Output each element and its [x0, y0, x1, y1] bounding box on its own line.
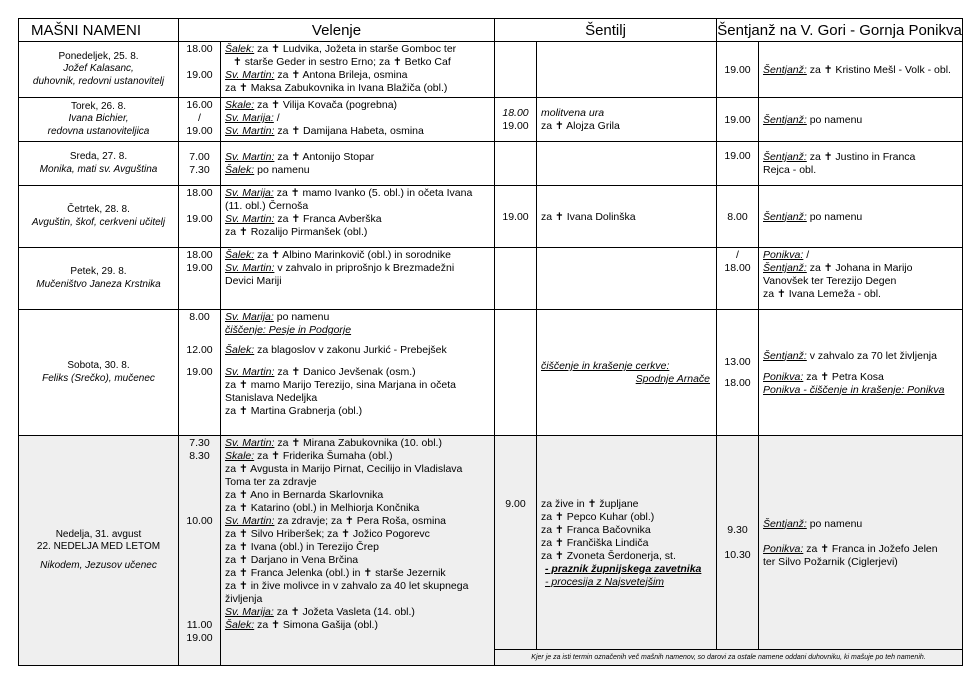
row-sunday: [19, 436, 963, 650]
intention: za ✝ Martina Grabnerja (obl.): [225, 405, 363, 417]
sunday-title: 22. NEDELJA MED LETOM: [36, 541, 161, 553]
footnote: Kjer je za isti termin označenih več mašnih namenov, so darovi za ostale namene oddani duhovniku, ki mašuje po teh namenih.: [495, 650, 963, 666]
sentilj-times: [495, 42, 537, 98]
church-label: Ponikva:: [763, 249, 804, 261]
day-cell: [19, 42, 179, 98]
church-label: Sv. Marija:: [225, 187, 274, 199]
church-label: Ponikva:: [763, 542, 804, 555]
time: 18.00: [502, 107, 529, 119]
church-label: Šentjanž:: [763, 210, 807, 223]
time: 10.30: [724, 549, 751, 561]
velenje-times: [179, 248, 221, 310]
intention: za ✝ Friderika Šumaha (obl.): [254, 450, 393, 462]
saint-line: duhovnik, redovni ustanovitelj: [32, 75, 165, 87]
time: 7.30: [189, 437, 210, 449]
velenje-times: [179, 142, 221, 186]
intention: za ✝ Ludvika, Jožeta in starše Gomboc ter: [254, 43, 457, 55]
time: 19.00: [186, 125, 213, 137]
church-label: Sv. Martin:: [225, 515, 275, 527]
procession-note: - procesija z Najsvetejšim: [545, 575, 665, 588]
intention: v zahvalo za 70 let življenja: [806, 349, 937, 362]
time: 18.00: [186, 187, 213, 199]
intention: za ✝ mamo Marijo Terezijo, sina Marjana in očeta: [225, 379, 456, 391]
sentilj-intentions: [537, 42, 717, 98]
gori-intentions: [759, 248, 963, 310]
intention: po namenu: [806, 517, 863, 530]
row-wednesday: [19, 142, 963, 186]
velenje-times: [179, 98, 221, 142]
intention: za ✝ Franca Bačovnika: [541, 523, 651, 536]
row-saturday: [19, 310, 963, 436]
church-label: Sv. Martin:: [225, 125, 275, 137]
gori-intentions: [759, 186, 963, 248]
sentilj-intentions: [537, 310, 717, 436]
intention: ✝ starše Geder in sestro Erno; za ✝ Betko Caf: [233, 56, 451, 68]
intention: za ✝ Justino in Franca: [806, 151, 916, 163]
schedule-table: [18, 18, 963, 666]
velenje-times: [179, 436, 221, 666]
saint-line: Mučeništvo Janeza Krstnika: [36, 278, 161, 290]
gori-intentions: [759, 436, 963, 650]
header-velenje: Velenje: [179, 19, 495, 42]
time: 19.00: [186, 69, 213, 81]
intention: Rejca - obl.: [763, 164, 817, 176]
intention: za ✝ in žive molivce in v zahvalo za 40 let skupnega: [225, 580, 469, 592]
intention: za blagoslov v zakonu Jurkić - Prebejšek: [254, 344, 447, 356]
intention: za ✝ Franca Jelenka (obl.) in ✝ starše Jezernik: [225, 567, 446, 579]
gori-intentions: [759, 98, 963, 142]
sentilj-times: [495, 436, 537, 650]
intention: za ✝ Franca Avberška: [274, 213, 382, 225]
church-label: Šentjanž:: [763, 262, 807, 274]
gori-times: [717, 436, 759, 650]
intention: za ✝ Damijana Habeta, osmina: [274, 125, 424, 137]
church-label: Šalek:: [225, 249, 255, 261]
gori-times: 19.00: [717, 98, 759, 142]
intention: za ✝ Albino Marinkovič (obl.) in sorodnike: [254, 249, 451, 261]
church-label: Skale:: [225, 99, 255, 111]
intention: za ✝ Danico Jevšenak (osm.): [274, 366, 416, 378]
intention: v zahvalo in priprošnjo k Brezmadežni: [274, 262, 455, 274]
intention: Devici Mariji: [225, 275, 282, 287]
velenje-intentions: [221, 142, 495, 186]
church-label: Skale:: [225, 450, 255, 462]
intention: za ✝ Silvo Hriberšek; za ✝ Jožico Pogorevc: [225, 528, 430, 540]
intention: za ✝ Ivana (obl.) in Terezijo Črep: [225, 541, 379, 553]
day-cell: [19, 186, 179, 248]
time: 19.00: [502, 120, 529, 132]
time: 19.00: [186, 366, 213, 378]
intention: za ✝ Katarino (obl.) in Melhiorja Končnika: [225, 502, 420, 514]
sentilj-times: [495, 310, 537, 436]
time: 10.00: [186, 515, 213, 527]
day-cell: [19, 248, 179, 310]
intention: za ✝ Pepco Kuhar (obl.): [541, 510, 655, 523]
church-label: Šalek:: [225, 43, 255, 55]
church-label: Šentjanž:: [763, 349, 807, 362]
time: 9.30: [727, 524, 748, 536]
intention: po namenu: [273, 311, 330, 323]
day-label: Ponedeljek, 25. 8.: [58, 50, 139, 62]
time: 8.00: [189, 311, 210, 323]
velenje-intentions: [221, 248, 495, 310]
intention: po namenu: [806, 113, 863, 126]
intention: za ✝ Frančiška Lindiča: [541, 536, 649, 549]
intention: za ✝ Simona Gašija (obl.): [254, 619, 378, 631]
saint-line: redovna ustanoviteljica: [47, 125, 150, 137]
sentilj-times: 19.00: [495, 186, 537, 248]
sentilj-times: [495, 248, 537, 310]
velenje-intentions: [221, 310, 495, 436]
intention: /: [273, 112, 280, 124]
intention: /: [803, 249, 810, 261]
time: 16.00: [186, 99, 213, 111]
header-sentjanz: Šentjanž na V. Gori - Gornja Ponikva: [717, 19, 963, 42]
day-label: Sobota, 30. 8.: [67, 360, 130, 371]
sentilj-times: [495, 142, 537, 186]
velenje-intentions: [221, 436, 495, 666]
time: 18.00: [186, 43, 213, 55]
church-label: Šalek:: [225, 619, 255, 631]
church-label: Šentjanž:: [763, 63, 807, 76]
gori-times: [717, 248, 759, 310]
gori-intentions: [759, 142, 963, 186]
church-label: Sv. Marija:: [225, 606, 274, 618]
row-monday: [19, 42, 963, 98]
intention: po namenu: [806, 210, 863, 223]
gori-intentions: [759, 42, 963, 98]
church-label: Sv. Martin:: [225, 213, 275, 225]
time: 7.00: [189, 151, 210, 163]
church-label: Šalek:: [225, 164, 255, 176]
church-label: Sv. Martin:: [225, 262, 275, 274]
day-cell: [19, 142, 179, 186]
sentilj-intentions: [537, 436, 717, 650]
saint-line: Monika, mati sv. Avguština: [39, 163, 158, 175]
row-tuesday: [19, 98, 963, 142]
church-label: Šentjanž:: [763, 517, 807, 530]
intention: za ✝ Antona Brileja, osmina: [274, 69, 408, 81]
gori-times: [717, 310, 759, 436]
sentilj-intentions: [537, 142, 717, 186]
intention: (11. obl.) Černoša: [225, 200, 309, 212]
intention: za ✝ Darjano in Vena Brčina: [225, 554, 359, 566]
time: 9.00: [505, 497, 526, 510]
intention: za ✝ Mirana Zabukovnika (10. obl.): [274, 437, 442, 449]
intention: za ✝ Ivana Lemeža - obl.: [763, 288, 881, 300]
day-cell: [19, 310, 179, 436]
day-label: Nedelja, 31. avgust: [55, 528, 142, 540]
cleaning-note: čiščenje in krašenje cerkve:: [541, 360, 670, 372]
intention: za ✝ Avgusta in Marijo Pirnat, Cecilijo in Vladislava: [225, 463, 463, 475]
church-label: Šentjanž:: [763, 113, 807, 126]
header-sentilj: Šentilj: [495, 19, 717, 42]
cleaning-note: Spodnje Arnače: [635, 373, 711, 385]
time: 12.00: [186, 344, 213, 356]
header-row: [19, 19, 963, 42]
intention: za ✝ Johana in Marijo: [806, 262, 913, 274]
gori-times: 19.00: [717, 142, 759, 186]
intention: za ✝ Ano in Bernarda Skarlovnika: [225, 489, 384, 501]
velenje-times: [179, 42, 221, 98]
church-label: Sv. Martin:: [225, 366, 275, 378]
velenje-times: [179, 186, 221, 248]
church-label: Šentjanž:: [763, 151, 807, 163]
day-label: Torek, 26. 8.: [70, 100, 127, 112]
time: 19.00: [186, 213, 213, 225]
intention: Toma ter za zdravje: [225, 476, 317, 488]
time: 8.30: [189, 450, 210, 462]
intention: za ✝ Zvoneta Šerdonerja, st.: [541, 549, 676, 562]
church-label: Sv. Martin:: [225, 151, 275, 163]
day-label: Sreda, 27. 8.: [69, 151, 128, 162]
cleaning-note: Ponikva - čiščenje in krašenje: Ponikva: [763, 383, 945, 396]
church-label: Sv. Martin:: [225, 69, 275, 81]
intention: za zdravje; za ✝ Pera Roša, osmina: [274, 515, 447, 527]
intention: življenja: [225, 593, 263, 605]
intention: za ✝ Franca in Jožefo Jelen: [803, 542, 938, 555]
cleaning-note: čiščenje: Pesje in Podgorje: [225, 324, 352, 336]
feast-note: - praznik župnijskega zavetnika: [545, 562, 702, 575]
time: 18.00: [186, 249, 213, 261]
time: 13.00: [724, 356, 751, 368]
time: /: [198, 112, 201, 124]
church-label: Sv. Martin:: [225, 437, 275, 449]
intention: Stanislava Nedeljka: [225, 392, 318, 404]
saint-line: Jožef Kalasanc,: [63, 63, 134, 75]
row-thursday: [19, 186, 963, 248]
sentilj-intentions: [537, 98, 717, 142]
intention: ter Silvo Požarnik (Ciglerjevi): [763, 555, 898, 568]
velenje-times: [179, 310, 221, 436]
row-friday: [19, 248, 963, 310]
intention: za ✝ Rozalijo Pirmanšek (obl.): [225, 226, 368, 238]
time: /: [736, 249, 739, 261]
intention: za ✝ Vilija Kovača (pogrebna): [254, 99, 398, 111]
time: 18.00: [724, 377, 751, 389]
intention: molitvena ura: [541, 107, 605, 119]
intention: za ✝ mamo Ivanko (5. obl.) in očeta Ivana: [273, 187, 473, 199]
velenje-intentions: [221, 186, 495, 248]
sentilj-intentions: za ✝ Ivana Dolinška: [537, 186, 717, 248]
mass-schedule: [18, 18, 963, 666]
church-label: Ponikva:: [763, 370, 804, 383]
saint-line: Nikodem, Jezusov učenec: [40, 559, 157, 571]
church-label: Sv. Marija:: [225, 311, 274, 323]
time: 19.00: [186, 262, 213, 274]
intention: za ✝ Maksa Zabukovnika in Ivana Blažiča (obl.): [225, 82, 448, 94]
church-label: Šalek:: [225, 344, 255, 356]
day-label: Četrtek, 28. 8.: [67, 204, 130, 215]
intention: za ✝ Petra Kosa: [803, 370, 884, 383]
day-label: Petek, 29. 8.: [70, 266, 127, 277]
intention: za žive in ✝ župljane: [541, 497, 639, 510]
day-cell: [19, 436, 179, 666]
intention: za ✝ Antonijo Stopar: [274, 151, 375, 163]
time: 19.00: [186, 632, 213, 644]
intention: za ✝ Alojza Grila: [541, 120, 620, 132]
saint-line: Avguštin, škof, cerkveni učitelj: [31, 216, 166, 228]
time: 18.00: [724, 262, 751, 274]
sentilj-times: [495, 98, 537, 142]
time: 11.00: [186, 619, 213, 631]
sentilj-intentions: [537, 248, 717, 310]
day-cell: [19, 98, 179, 142]
velenje-intentions: [221, 42, 495, 98]
church-label: Sv. Marija:: [225, 112, 274, 124]
gori-times: 19.00: [717, 42, 759, 98]
intention: po namenu: [254, 164, 310, 176]
gori-times: 8.00: [717, 186, 759, 248]
intention: za ✝ Jožeta Vasleta (14. obl.): [273, 606, 415, 618]
intention: Vanovšek ter Terezijo Degen: [763, 275, 897, 287]
header-masni-nameni: MAŠNI NAMENI: [19, 19, 179, 42]
velenje-intentions: [221, 98, 495, 142]
saint-line: Ivana Bichier,: [68, 113, 129, 125]
intention: za ✝ Kristino Mešl - Volk - obl.: [806, 63, 951, 76]
time: 7.30: [189, 164, 210, 176]
gori-intentions: [759, 310, 963, 436]
saint-line: Feliks (Srečko), mučenec: [42, 372, 155, 384]
